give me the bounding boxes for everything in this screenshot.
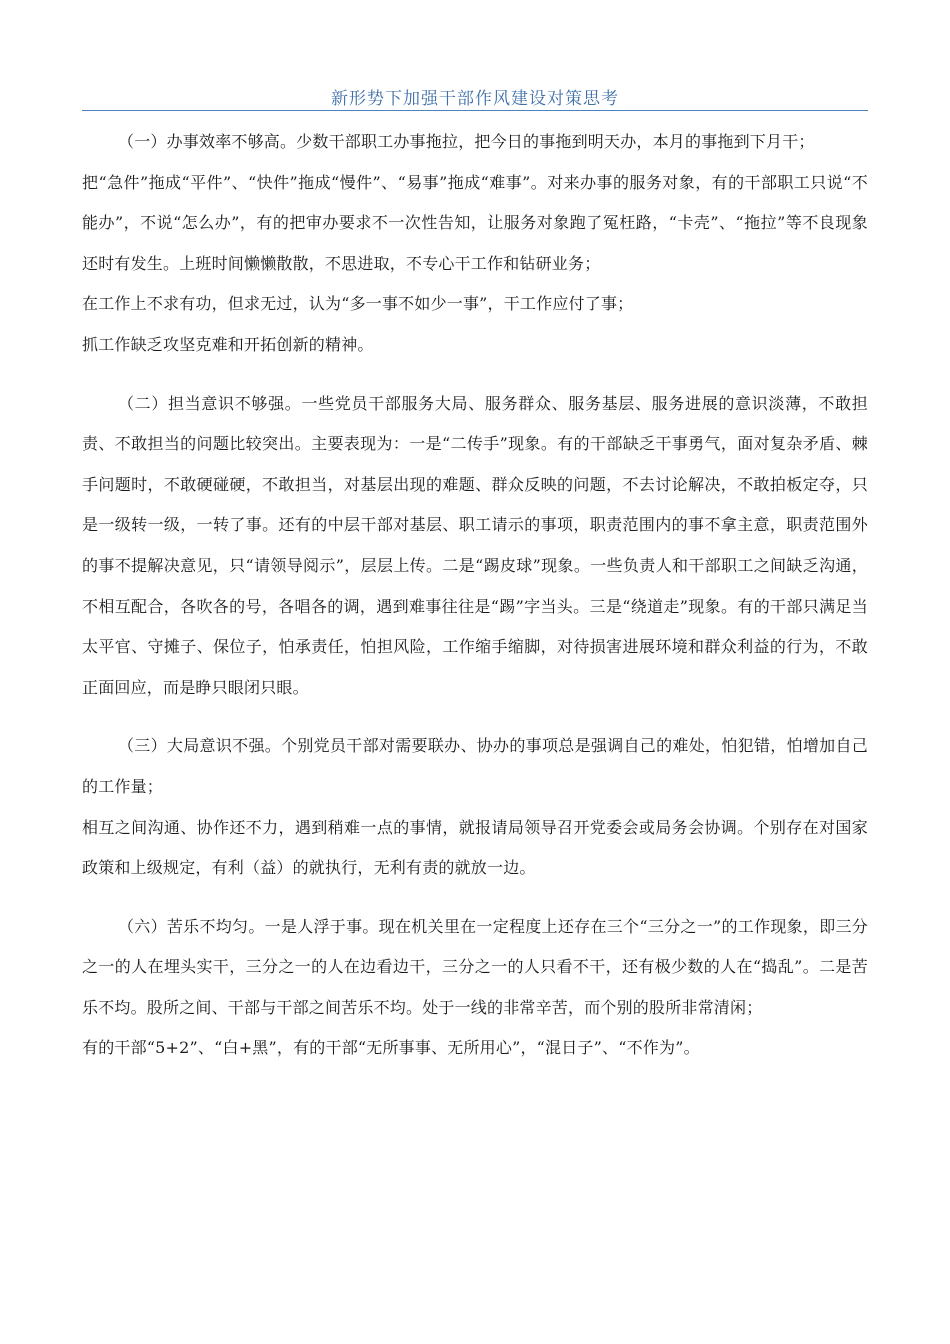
- section-gap: [82, 366, 868, 384]
- paragraph: （三）大局意识不强。个别党员干部对需要联办、协办的事项总是强调自己的难处，怕犯错，怕增加自己的工作量；: [82, 736, 868, 796]
- section-gap: [82, 889, 868, 907]
- section-gap: [82, 708, 868, 726]
- paragraph: （二）担当意识不够强。一些党员干部服务大局、服务群众、服务基层、服务进展的意识淡薄，不敢担责、不敢担当的问题比较突出。主要表现为：一是“二传手”现象。有的干部缺乏干事勇气，面对复杂矛盾、棘手问题时，不敢硬碰硬，不敢担当，对基层出现的难题、群众反映的问题，不去讨论解决，不敢拍板定夺，只是一级转一级，一转了事。还有的中层干部对基层、职工请示的事项，职责范围内的事不拿主意，职责范围外的事不提解决意见，只“请领导阅示”，层层上传。二是“踢皮球”现象。一些负责人和干部职工之间缺乏沟通，不相互配合，各吹各的号，各唱各的调，遇到难事往往是“踢”字当头。三是“绕道走”现象。有的干部只满足当太平官、守摊子、保位子，怕承责任，怕担风险，工作缩手缩脚，对待损害进展环境和群众利益的行为，不敢正面回应，而是睁只眼闭只眼。: [82, 393, 868, 697]
- page-title: 新形势下加强干部作风建设对策思考: [331, 89, 619, 109]
- paragraph: 相互之间沟通、协作还不力，遇到稍难一点的事情，就报请局领导召开党委会或局务会协调。个别存在对国家政策和上级规定，有利（益）的就执行，无利有责的就放一边。: [82, 817, 868, 878]
- section-workload-balance: [82, 907, 868, 1069]
- document-body: [82, 122, 868, 1069]
- paragraph: 抓工作缺乏攻坚克难和开拓创新的精神。: [82, 334, 374, 354]
- paragraph: （六）苦乐不均匀。一是人浮于事。现在机关里在一定程度上还存在三个“三分之一”的工作现象，即三分之一的人在埋头实干，三分之一的人在边看边干，三分之一的人只看不干，还有极少数的人在“捣乱”。二是苦乐不均。股所之间、干部与干部之间苦乐不均。处于一线的非常辛苦，而个别的股所非常清闲；: [82, 916, 868, 1017]
- paragraph: 在工作上不求有功，但求无过，认为“多一事不如少一事”，干工作应付了事；: [82, 294, 634, 314]
- page-header: [82, 82, 868, 111]
- paragraph: 把“急件”拖成“平件”、“快件”拖成“慢件”、“易事”拖成“难事”。对来办事的服务对象，有的干部职工只说“不能办”，不说“怎么办”，有的把审办要求不一次性告知，让服务对象跑了冤枉路，“卡壳”、“拖拉”等不良现象还时有发生。上班时间懒懒散散，不思进取，不专心干工作和钻研业务；: [82, 172, 868, 273]
- section-overall-awareness: [82, 726, 868, 888]
- section-efficiency: [82, 122, 868, 366]
- section-responsibility: [82, 384, 868, 709]
- paragraph: （一）办事效率不够高。少数干部职工办事拖拉，把今日的事拖到明天办，本月的事拖到下月干；: [118, 132, 815, 151]
- paragraph: 有的干部“5+2”、“白+黑”，有的干部“无所事事、无所用心”，“混日子”、“不作为”。: [82, 1038, 700, 1058]
